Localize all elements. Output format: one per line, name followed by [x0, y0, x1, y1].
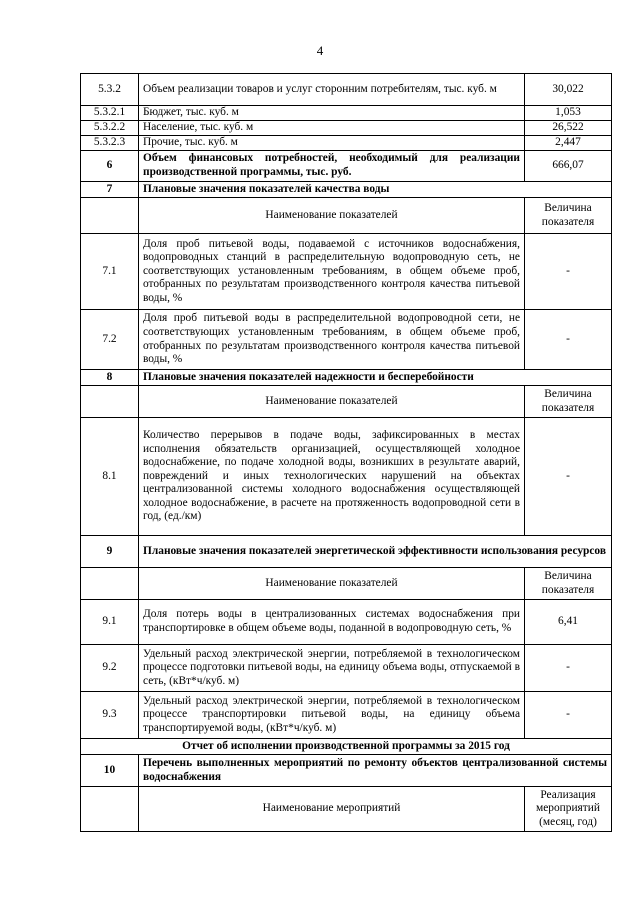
- section-header-row: [81, 536, 612, 568]
- column-header-value: Величина показателя: [525, 568, 612, 600]
- column-header-value: Реализация мероприятий (месяц, год): [525, 787, 612, 832]
- row-number: 6: [81, 151, 139, 182]
- row-number: 5.3.2.2: [81, 121, 139, 136]
- section-number: 8: [81, 370, 139, 386]
- section-title: Перечень выполненных мероприятий по ремонту объектов централизованной системы водоснабжения: [139, 755, 612, 787]
- empty-cell: [81, 198, 139, 234]
- row-text: Бюджет, тыс. куб. м: [139, 106, 525, 121]
- table-row: [81, 234, 612, 310]
- row-text: Объем финансовых потребностей, необходимый для реализации производственной программы, тыс. руб.: [139, 151, 525, 182]
- table-row: [81, 121, 612, 136]
- row-value: 1,053: [525, 106, 612, 121]
- row-number: 9.3: [81, 692, 139, 739]
- row-number: 9.2: [81, 645, 139, 692]
- row-number: 7.1: [81, 234, 139, 310]
- row-number: 5.3.2.3: [81, 136, 139, 151]
- empty-cell: [81, 386, 139, 418]
- row-value: 26,522: [525, 121, 612, 136]
- column-header-value: Величина показателя: [525, 198, 612, 234]
- section-title: Плановые значения показателей энергетической эффективности использования ресурсов: [139, 536, 612, 568]
- column-header-name: Наименование показателей: [139, 568, 525, 600]
- section-header-row: [81, 755, 612, 787]
- report-title-row: [81, 739, 612, 755]
- row-text: Доля проб питьевой воды в распределительной водопроводной сети, не соответствующих установленным требованиям, в общем объеме проб, отобранных по результатам производственного контроля качества питьевой воды, %: [139, 310, 525, 370]
- column-header-name: Наименование показателей: [139, 198, 525, 234]
- column-header-row: [81, 787, 612, 832]
- row-value: 666,07: [525, 151, 612, 182]
- row-text: Доля проб питьевой воды, подаваемой с источников водоснабжения, водопроводных станций в распределительную водопроводную сеть, не соответствующих установленным требованиям, в общем объеме проб, отобранных по результатам производственного контроля качества питьевой воды, %: [139, 234, 525, 310]
- row-text: Объем реализации товаров и услуг сторонним потребителям, тыс. куб. м: [139, 74, 525, 106]
- page-number: 4: [316, 43, 324, 58]
- row-number: 8.1: [81, 418, 139, 536]
- empty-cell: [81, 787, 139, 832]
- row-value: -: [525, 692, 612, 739]
- table-row: [81, 418, 612, 536]
- row-value: 2,447: [525, 136, 612, 151]
- row-value: -: [525, 234, 612, 310]
- row-value: -: [525, 310, 612, 370]
- table-row: [81, 136, 612, 151]
- table-row: [81, 600, 612, 645]
- row-number: 5.3.2: [81, 74, 139, 106]
- report-title: Отчет об исполнении производственной программы за 2015 год: [81, 739, 612, 755]
- section-title: Плановые значения показателей качества воды: [139, 182, 612, 198]
- section-number: 10: [81, 755, 139, 787]
- section-number: 7: [81, 182, 139, 198]
- row-number: 5.3.2.1: [81, 106, 139, 121]
- column-header-name: Наименование мероприятий: [139, 787, 525, 832]
- section-header-row: [81, 182, 612, 198]
- row-value: -: [525, 418, 612, 536]
- table-row: [81, 310, 612, 370]
- column-header-value: Величина показателя: [525, 386, 612, 418]
- table-row: [81, 692, 612, 739]
- column-header-row: [81, 198, 612, 234]
- column-header-row: [81, 568, 612, 600]
- table-row: [81, 106, 612, 121]
- table-row: [81, 74, 612, 106]
- empty-cell: [81, 568, 139, 600]
- row-value: 30,022: [525, 74, 612, 106]
- row-text: Количество перерывов в подаче воды, зафиксированных в местах исполнения обязательств организацией, осуществляющей холодное водоснабжение, по подаче холодной воды, возникших в результате аварий, повреждений и иных технологических нарушений на объектах централизованной системы холодного водоснабжения осуществляющей холодное водоснабжение, в расчете на протяженность водопроводной сети в год, (ед./км): [139, 418, 525, 536]
- row-value: 6,41: [525, 600, 612, 645]
- row-number: 7.2: [81, 310, 139, 370]
- column-header-name: Наименование показателей: [139, 386, 525, 418]
- section-header-row: [81, 370, 612, 386]
- row-text: Население, тыс. куб. м: [139, 121, 525, 136]
- row-text: Прочие, тыс. куб. м: [139, 136, 525, 151]
- row-text: Доля потерь воды в централизованных системах водоснабжения при транспортировке в общем объеме воды, поданной в водопроводную сеть, %: [139, 600, 525, 645]
- table-row: [81, 151, 612, 182]
- table-row: [81, 645, 612, 692]
- program-table: [80, 73, 612, 832]
- row-number: 9.1: [81, 600, 139, 645]
- section-number: 9: [81, 536, 139, 568]
- section-title: Плановые значения показателей надежности и бесперебойности: [139, 370, 612, 386]
- row-text: Удельный расход электрической энергии, потребляемой в технологическом процессе транспортировки питьевой воды, на единицу объема транспортируемой воды, (кВт*ч/куб. м): [139, 692, 525, 739]
- row-text: Удельный расход электрической энергии, потребляемой в технологическом процессе подготовки питьевой воды, на единицу объема воды, отпускаемой в сеть, (кВт*ч/куб. м): [139, 645, 525, 692]
- row-value: -: [525, 645, 612, 692]
- column-header-row: [81, 386, 612, 418]
